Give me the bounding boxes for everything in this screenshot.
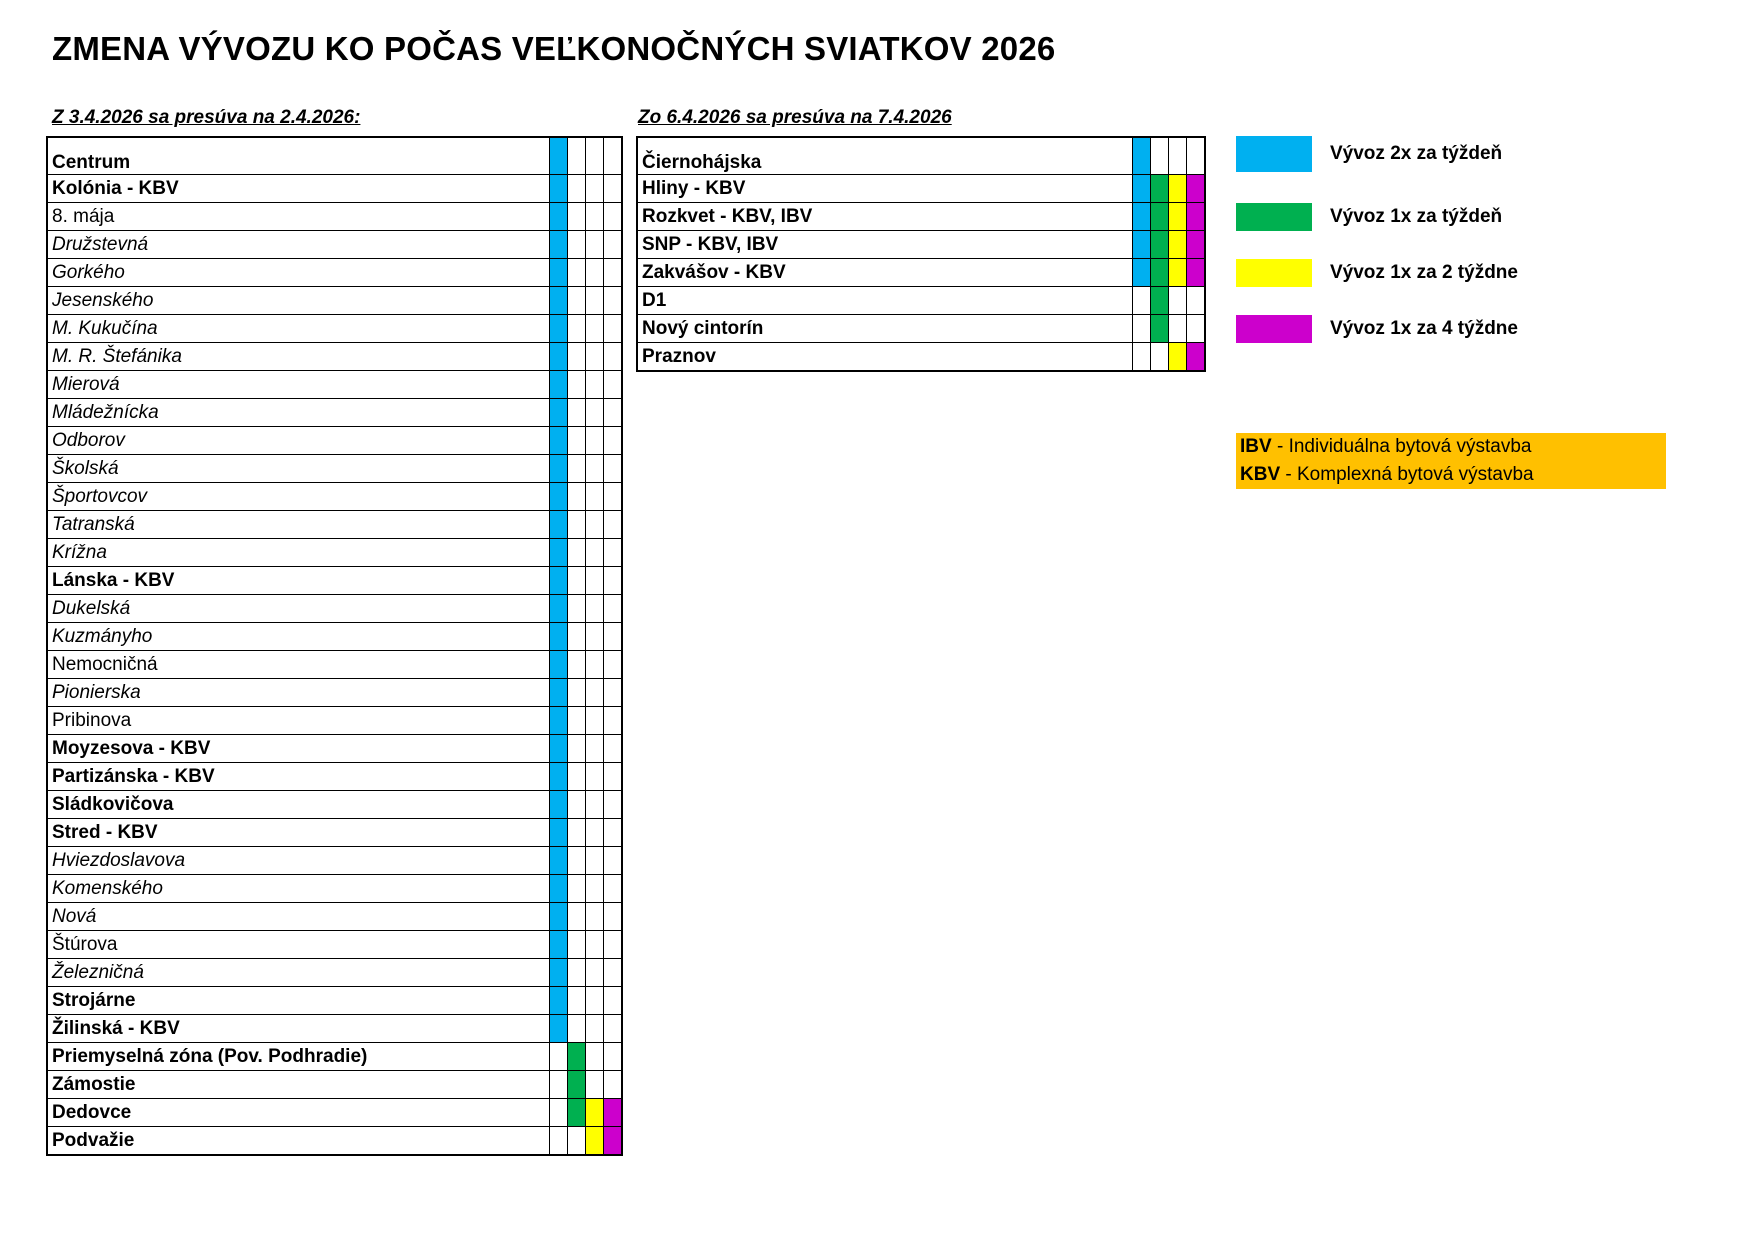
frequency-cell	[604, 1099, 623, 1127]
frequency-cell	[550, 287, 568, 315]
frequency-cell	[550, 399, 568, 427]
street-name: Moyzesova - KBV	[47, 735, 550, 763]
legend-swatch	[1236, 315, 1312, 343]
frequency-cell	[586, 399, 604, 427]
frequency-cell	[568, 203, 586, 231]
frequency-cell	[568, 651, 586, 679]
table-row	[47, 287, 622, 315]
abbreviation-text: - Komplexná bytová výstavba	[1280, 464, 1534, 485]
frequency-cell	[604, 1043, 623, 1071]
street-name: 8. mája	[47, 203, 550, 231]
frequency-cell	[604, 847, 623, 875]
frequency-cell	[604, 875, 623, 903]
street-name: M. Kukučína	[47, 315, 550, 343]
frequency-cell	[550, 875, 568, 903]
street-name: Nemocničná	[47, 651, 550, 679]
street-name: Sládkovičova	[47, 791, 550, 819]
frequency-cell	[550, 1071, 568, 1099]
frequency-cell	[586, 987, 604, 1015]
street-name: Partizánska - KBV	[47, 763, 550, 791]
legend-label: Vývoz 1x za 2 týždne	[1330, 262, 1518, 283]
frequency-cell	[1133, 203, 1151, 231]
frequency-cell	[550, 651, 568, 679]
frequency-cell	[1151, 175, 1169, 203]
frequency-cell	[550, 511, 568, 539]
frequency-cell	[568, 931, 586, 959]
frequency-cell	[1169, 231, 1187, 259]
right-schedule-table	[636, 136, 1206, 372]
table-row	[47, 399, 622, 427]
street-name: SNP - KBV, IBV	[637, 231, 1133, 259]
frequency-cell	[568, 1127, 586, 1156]
frequency-cell	[568, 1071, 586, 1099]
frequency-cell	[1151, 315, 1169, 343]
street-name: Železničná	[47, 959, 550, 987]
legend-swatch	[1236, 259, 1312, 287]
frequency-cell	[568, 903, 586, 931]
frequency-cell	[550, 455, 568, 483]
frequency-cell	[586, 1015, 604, 1043]
frequency-cell	[604, 567, 623, 595]
frequency-cell	[1133, 175, 1151, 203]
frequency-cell	[586, 175, 604, 203]
frequency-cell	[586, 343, 604, 371]
frequency-cell	[586, 259, 604, 287]
frequency-cell	[604, 1127, 623, 1156]
street-name: Krížna	[47, 539, 550, 567]
frequency-cell	[1133, 231, 1151, 259]
frequency-cell	[604, 679, 623, 707]
frequency-cell	[586, 137, 604, 175]
table-row	[637, 137, 1205, 175]
table-row	[47, 567, 622, 595]
street-name: Odborov	[47, 427, 550, 455]
frequency-cell	[586, 679, 604, 707]
street-name: Kuzmányho	[47, 623, 550, 651]
frequency-cell	[568, 567, 586, 595]
frequency-cell	[568, 623, 586, 651]
frequency-cell	[1133, 315, 1151, 343]
frequency-cell	[1151, 231, 1169, 259]
frequency-cell	[550, 819, 568, 847]
table-row	[47, 203, 622, 231]
frequency-cell	[1169, 175, 1187, 203]
frequency-cell	[1187, 343, 1206, 372]
frequency-cell	[550, 763, 568, 791]
table-row	[47, 623, 622, 651]
abbreviation-row	[1236, 433, 1666, 461]
table-row	[637, 287, 1205, 315]
table-row	[47, 931, 622, 959]
table-row	[47, 651, 622, 679]
frequency-cell	[604, 483, 623, 511]
table-row	[47, 427, 622, 455]
street-name: Čiernohájska	[637, 137, 1133, 175]
frequency-cell	[1187, 137, 1206, 175]
frequency-cell	[1187, 231, 1206, 259]
frequency-cell	[550, 679, 568, 707]
street-name: Gorkého	[47, 259, 550, 287]
frequency-cell	[568, 707, 586, 735]
frequency-cell	[604, 539, 623, 567]
frequency-cell	[586, 819, 604, 847]
frequency-cell	[604, 343, 623, 371]
table-row	[47, 819, 622, 847]
frequency-cell	[1187, 203, 1206, 231]
table-row	[637, 203, 1205, 231]
street-name: Hviezdoslavova	[47, 847, 550, 875]
frequency-cell	[1187, 287, 1206, 315]
frequency-cell	[550, 623, 568, 651]
abbreviation-text: - Individuálna bytová výstavba	[1271, 436, 1532, 457]
street-name: Štúrova	[47, 931, 550, 959]
frequency-cell	[1187, 175, 1206, 203]
frequency-cell	[550, 427, 568, 455]
frequency-cell	[550, 959, 568, 987]
legend-label: Vývoz 2x za týždeň	[1330, 143, 1503, 164]
frequency-cell	[586, 735, 604, 763]
frequency-cell	[550, 137, 568, 175]
frequency-cell	[550, 203, 568, 231]
street-name: D1	[637, 287, 1133, 315]
frequency-cell	[550, 791, 568, 819]
street-name: Stred - KBV	[47, 819, 550, 847]
frequency-cell	[604, 231, 623, 259]
frequency-cell	[604, 623, 623, 651]
frequency-cell	[550, 315, 568, 343]
legend-label: Vývoz 1x za 4 týždne	[1330, 318, 1518, 339]
legend-swatch	[1236, 136, 1312, 172]
frequency-cell	[550, 847, 568, 875]
street-name: Školská	[47, 455, 550, 483]
frequency-cell	[568, 511, 586, 539]
table-row	[47, 137, 622, 175]
table-row	[47, 847, 622, 875]
frequency-cell	[568, 1015, 586, 1043]
frequency-cell	[550, 175, 568, 203]
table-row	[47, 343, 622, 371]
table-row	[47, 175, 622, 203]
table-row	[47, 315, 622, 343]
table-row	[47, 707, 622, 735]
street-name: Kolónia - KBV	[47, 175, 550, 203]
frequency-cell	[550, 1099, 568, 1127]
frequency-cell	[568, 343, 586, 371]
street-name: Strojárne	[47, 987, 550, 1015]
frequency-cell	[586, 791, 604, 819]
table-row	[47, 1127, 622, 1156]
frequency-cell	[586, 371, 604, 399]
street-name: Dukelská	[47, 595, 550, 623]
frequency-cell	[568, 763, 586, 791]
frequency-cell	[604, 259, 623, 287]
frequency-cell	[586, 1043, 604, 1071]
frequency-cell	[604, 735, 623, 763]
table-row	[47, 791, 622, 819]
frequency-cell	[586, 231, 604, 259]
street-name: Dedovce	[47, 1099, 550, 1127]
table-row	[47, 987, 622, 1015]
frequency-cell	[586, 651, 604, 679]
street-name: Lánska - KBV	[47, 567, 550, 595]
street-name: Centrum	[47, 137, 550, 175]
frequency-cell	[586, 1127, 604, 1156]
table-row	[47, 595, 622, 623]
frequency-cell	[586, 567, 604, 595]
street-name: Priemyselná zóna (Pov. Podhradie)	[47, 1043, 550, 1071]
frequency-cell	[1133, 137, 1151, 175]
street-name: M. R. Štefánika	[47, 343, 550, 371]
frequency-cell	[550, 483, 568, 511]
frequency-cell	[568, 679, 586, 707]
frequency-cell	[586, 1099, 604, 1127]
frequency-cell	[550, 343, 568, 371]
street-name: Zámostie	[47, 1071, 550, 1099]
street-name: Pionierska	[47, 679, 550, 707]
abbreviation-row	[1236, 461, 1666, 489]
frequency-cell	[604, 455, 623, 483]
frequency-cell	[586, 595, 604, 623]
street-name: Družstevná	[47, 231, 550, 259]
table-row	[47, 371, 622, 399]
table-row	[47, 231, 622, 259]
frequency-cell	[550, 259, 568, 287]
frequency-cell	[586, 427, 604, 455]
street-name: Mierová	[47, 371, 550, 399]
frequency-cell	[550, 567, 568, 595]
frequency-cell	[568, 483, 586, 511]
frequency-cell	[1169, 315, 1187, 343]
frequency-cell	[1151, 259, 1169, 287]
right-section-subtitle: Zo 6.4.2026 sa presúva na 7.4.2026	[638, 107, 952, 128]
frequency-cell	[604, 137, 623, 175]
frequency-cell	[586, 483, 604, 511]
table-row	[637, 315, 1205, 343]
frequency-cell	[586, 707, 604, 735]
frequency-cell	[550, 371, 568, 399]
street-name: Jesenského	[47, 287, 550, 315]
frequency-cell	[568, 399, 586, 427]
frequency-cell	[568, 791, 586, 819]
frequency-cell	[568, 287, 586, 315]
table-row	[47, 763, 622, 791]
street-name: Praznov	[637, 343, 1133, 372]
frequency-cell	[604, 651, 623, 679]
frequency-cell	[568, 1043, 586, 1071]
left-section-subtitle: Z 3.4.2026 sa presúva na 2.4.2026:	[52, 107, 361, 128]
frequency-cell	[604, 203, 623, 231]
frequency-cell	[568, 847, 586, 875]
frequency-cell	[1151, 343, 1169, 372]
frequency-cell	[604, 287, 623, 315]
frequency-cell	[586, 623, 604, 651]
frequency-cell	[1169, 259, 1187, 287]
frequency-cell	[1169, 203, 1187, 231]
table-row	[47, 903, 622, 931]
street-name: Nová	[47, 903, 550, 931]
street-name: Športovcov	[47, 483, 550, 511]
frequency-cell	[568, 595, 586, 623]
table-row	[47, 875, 622, 903]
frequency-cell	[586, 315, 604, 343]
abbreviation-code: KBV	[1240, 464, 1281, 485]
street-name: Rozkvet - KBV, IBV	[637, 203, 1133, 231]
left-schedule-table	[46, 136, 623, 1156]
table-row	[47, 1043, 622, 1071]
frequency-cell	[604, 399, 623, 427]
frequency-cell	[604, 931, 623, 959]
table-row	[47, 511, 622, 539]
frequency-cell	[568, 987, 586, 1015]
table-row	[47, 735, 622, 763]
abbreviation-code: IBV	[1240, 436, 1272, 457]
frequency-cell	[586, 903, 604, 931]
table-row	[47, 259, 622, 287]
frequency-cell	[550, 1043, 568, 1071]
frequency-cell	[586, 959, 604, 987]
frequency-cell	[568, 1099, 586, 1127]
frequency-cell	[568, 231, 586, 259]
frequency-cell	[586, 875, 604, 903]
frequency-cell	[604, 819, 623, 847]
frequency-cell	[550, 987, 568, 1015]
frequency-cell	[568, 137, 586, 175]
frequency-cell	[568, 175, 586, 203]
frequency-cell	[568, 371, 586, 399]
frequency-cell	[550, 1127, 568, 1156]
frequency-cell	[1169, 137, 1187, 175]
street-name: Žilinská - KBV	[47, 1015, 550, 1043]
frequency-cell	[568, 259, 586, 287]
frequency-cell	[1169, 287, 1187, 315]
frequency-cell	[586, 203, 604, 231]
frequency-cell	[604, 175, 623, 203]
frequency-cell	[586, 511, 604, 539]
table-row	[637, 231, 1205, 259]
frequency-cell	[586, 763, 604, 791]
frequency-cell	[568, 735, 586, 763]
page-title: ZMENA VÝVOZU KO POČAS VEĽKONOČNÝCH SVIATKOV 2026	[52, 30, 1056, 67]
table-row	[47, 1099, 622, 1127]
frequency-cell	[1151, 203, 1169, 231]
street-name: Mládežnícka	[47, 399, 550, 427]
frequency-cell	[1187, 315, 1206, 343]
frequency-cell	[1133, 287, 1151, 315]
street-name: Tatranská	[47, 511, 550, 539]
frequency-cell	[586, 455, 604, 483]
table-row	[47, 455, 622, 483]
frequency-cell	[1133, 343, 1151, 372]
street-name: Pribinova	[47, 707, 550, 735]
frequency-cell	[604, 959, 623, 987]
table-row	[637, 259, 1205, 287]
frequency-cell	[568, 427, 586, 455]
frequency-cell	[1151, 137, 1169, 175]
frequency-cell	[568, 875, 586, 903]
table-row	[47, 959, 622, 987]
table-row	[637, 175, 1205, 203]
frequency-cell	[604, 1015, 623, 1043]
frequency-cell	[550, 1015, 568, 1043]
frequency-cell	[1187, 259, 1206, 287]
frequency-cell	[568, 819, 586, 847]
frequency-cell	[604, 427, 623, 455]
table-row	[47, 1071, 622, 1099]
legend-swatch	[1236, 203, 1312, 231]
street-name: Zakvášov - KBV	[637, 259, 1133, 287]
abbreviation-box	[1236, 433, 1666, 489]
frequency-cell	[1133, 259, 1151, 287]
frequency-cell	[604, 1071, 623, 1099]
frequency-cell	[550, 539, 568, 567]
frequency-cell	[586, 847, 604, 875]
street-name: Podvažie	[47, 1127, 550, 1156]
table-row	[637, 343, 1205, 372]
frequency-cell	[550, 735, 568, 763]
frequency-cell	[550, 595, 568, 623]
frequency-cell	[604, 763, 623, 791]
frequency-cell	[604, 903, 623, 931]
frequency-cell	[550, 707, 568, 735]
street-name: Nový cintorín	[637, 315, 1133, 343]
frequency-cell	[604, 511, 623, 539]
frequency-cell	[550, 931, 568, 959]
frequency-cell	[604, 315, 623, 343]
frequency-cell	[586, 1071, 604, 1099]
frequency-cell	[550, 231, 568, 259]
frequency-cell	[568, 315, 586, 343]
frequency-cell	[604, 595, 623, 623]
frequency-cell	[568, 959, 586, 987]
frequency-cell	[568, 539, 586, 567]
frequency-cell	[1151, 287, 1169, 315]
frequency-cell	[568, 455, 586, 483]
frequency-cell	[586, 287, 604, 315]
frequency-cell	[550, 903, 568, 931]
frequency-cell	[604, 987, 623, 1015]
table-row	[47, 679, 622, 707]
table-row	[47, 1015, 622, 1043]
street-name: Hliny - KBV	[637, 175, 1133, 203]
frequency-cell	[604, 791, 623, 819]
legend-label: Vývoz 1x za týždeň	[1330, 206, 1503, 227]
street-name: Komenského	[47, 875, 550, 903]
table-row	[47, 483, 622, 511]
frequency-cell	[586, 931, 604, 959]
frequency-cell	[604, 371, 623, 399]
frequency-cell	[1169, 343, 1187, 372]
frequency-cell	[586, 539, 604, 567]
frequency-cell	[604, 707, 623, 735]
table-row	[47, 539, 622, 567]
